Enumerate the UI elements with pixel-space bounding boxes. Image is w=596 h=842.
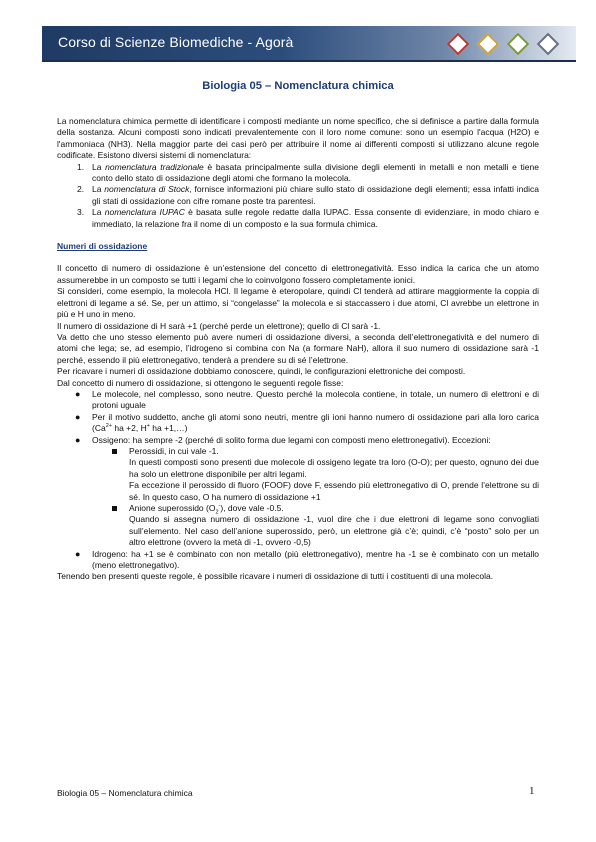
list-item: ● Le molecole, nel complesso, sono neutre. Questo perché la molecola contiene, in totale, un numero di elettroni e di protoni uguale [75,388,539,411]
diamond-icon [537,33,560,56]
document-body [57,116,539,583]
list-item: ● Per il motivo suddetto, anche gli atomi sono neutri, mentre gli ioni hanno numero di ossidazione pari alla loro carica ($Ca^{2+}$ ha +2, H+ ha +1,…) [75,411,539,434]
rules-list [57,389,539,572]
paragraph: Il concetto di numero di ossidazione è un’estensione del concetto di elettronegatività. Esso indica la carica che un atomo assumerebbe in un composto se tutti i legami che lo coinvolgono fossero completamente ionici. [57,263,539,285]
paragraph: Il numero di ossidazione di H sarà +1 (perché perde un elettrone); quello di Cl sarà -1. [57,320,381,331]
square-bullet-icon [112,506,117,511]
paragraph: Si consideri, come esempio, la molecola HCl. Il legame è eteropolare, quindi Cl tenderà ad attirare maggiormente la coppia di elettroni di legame a sé. Se, per un attimo, si “congelasse” la molecola e si staccassero i due atomi, Cl avrebbe un elettrone in più e H uno in meno. [57,286,539,320]
page-number: 1 [529,785,535,797]
paragraph: Per ricavare i numeri di ossidazione dobbiamo conoscere, quindi, le configurazioni elettroniche dei composti. [57,366,466,377]
list-item: ● Idrogeno: ha +1 se è combinato con non metallo (più elettronegativo), mentre ha -1 se è combinato con un metallo (meno elettronegativo). [75,548,539,571]
bullet-icon: ● [75,434,81,445]
closing-paragraph: Tenendo ben presenti queste regole, è possibile ricavare i numeri di ossidazione di tutti i costituenti di una molecola. [57,571,494,582]
footer-title: Biologia 05 – Nomenclatura chimica [57,788,193,798]
spacer [57,252,539,263]
spacer [57,230,539,241]
nomenclature-systems-list [57,162,539,230]
diamond-icon [507,33,530,56]
header-banner [42,26,576,62]
list-item: 2. La nomenclatura di Stock, fornisce informazioni più chiare sullo stato di ossidazione degli elementi; essa infatti indica gli stati di ossidazione con cifre romane poste tra parentesi. [77,184,539,206]
paragraph: Va detto che uno stesso elemento può avere numeri di ossidazione diversi, a seconda dell’elettronegatività e del numero di atomi che lega; se, ad esempio, l’idrogeno si combina con Na (a formare NaH), allora il suo numero di ossidazione sarà -1 perché, essendo il più elettronegativo, tenderà a prendere su di sé l’elettrone. [57,331,539,365]
list-item: Perossidi, in cui vale -1. In questi composti sono presenti due molecole di ossigeno legate tra loro (O-O); per questo, ognuno dei due ha solo un elettrone disponibile per altri legami. Fa eccezione il perossido di fluoro (FOOF) dove F, essendo più elettronegativo di O, prende l’elettrone su di sé. In questo caso, O ha numero di ossidazione +1 [92,446,539,503]
bullet-icon: ● [75,388,81,399]
section-heading: Numeri di ossidazione [57,241,148,252]
intro-paragraph: La nomenclatura chimica permette di identificare i composti mediante un nome specifico, che si definisce a partire dalla formula della sostanza. Alcuni composti sono indicati prevalentemente con il loro nome comune: sono un esempio l'acqua (H2O) e l'ammoniaca (NH3). Nella maggior parte dei casi però per attribuire il nome ai differenti composti si utilizzano alcune regole codificate. Esistono diversi sistemi di nomenclatura: [57,116,539,161]
course-title: Corso di Scienze Biomediche - Agorà [58,34,294,50]
bullet-icon: ● [75,548,81,559]
bullet-icon: ● [75,411,81,422]
paragraph: Dal concetto di numero di ossidazione, si ottengono le seguenti regole fisse: [57,377,344,388]
decorative-diamonds [450,32,556,54]
diamond-icon [447,33,470,56]
list-item: ● Ossigeno: ha sempre -2 (perché di solito forma due legami con composti meno elettronegativi). Eccezioni: Perossidi, in cui vale -1. In questi composti sono presenti due molecole di ossigeno legate tra loro (O-O); per questo, ognuno dei due ha solo un elettrone disponibile per altri legami. Fa eccezione il perossido di fluoro (FOOF) dove F, essendo più elettronegativo di O, prende l’elettrone su di sé. In questo caso, O ha numero di ossidazione +1 Anione superossido $(O_2^-)$, dove vale -0.5. Quando si assegna numero di ossidazione -1, vuol dire che i due elettroni di legame sono convogliati sull’elemento. Nel caso dell’anione superossido, però, un elettrone già c’è; quindi, c’è “posto” solo per un altro elettrone (ovvero la metà di -1, ovvero -0,5) [75,434,539,548]
list-item: Anione superossido $(O_2^-)$, dove vale -0.5. Quando si assegna numero di ossidazione -1, vuol dire che i due elettroni di legame sono convogliati sull’elemento. Nel caso dell’anione superossido, però, un elettrone già c’è; quindi, c’è “posto” solo per un altro elettrone (ovvero la metà di -1, ovvero -0,5) [92,503,539,549]
diamond-icon [477,33,500,56]
document-title: Biologia 05 – Nomenclatura chimica [202,80,394,92]
list-item: 1. La nomenclatura tradizionale è basata principalmente sulla divisione degli elementi in metalli e non metalli e tiene conto dello stato di ossidazione degli atomi che formano la molecola. [77,161,539,184]
exceptions-list [92,446,539,549]
list-item: 3. La nomenclatura IUPAC è basata sulle regole redatte dalla IUPAC. Essa consente di evidenziare, in modo chiaro e immediato, la relazione fra il nome di un composto e la sua formula chimica. [77,207,539,229]
square-bullet-icon [112,449,117,454]
